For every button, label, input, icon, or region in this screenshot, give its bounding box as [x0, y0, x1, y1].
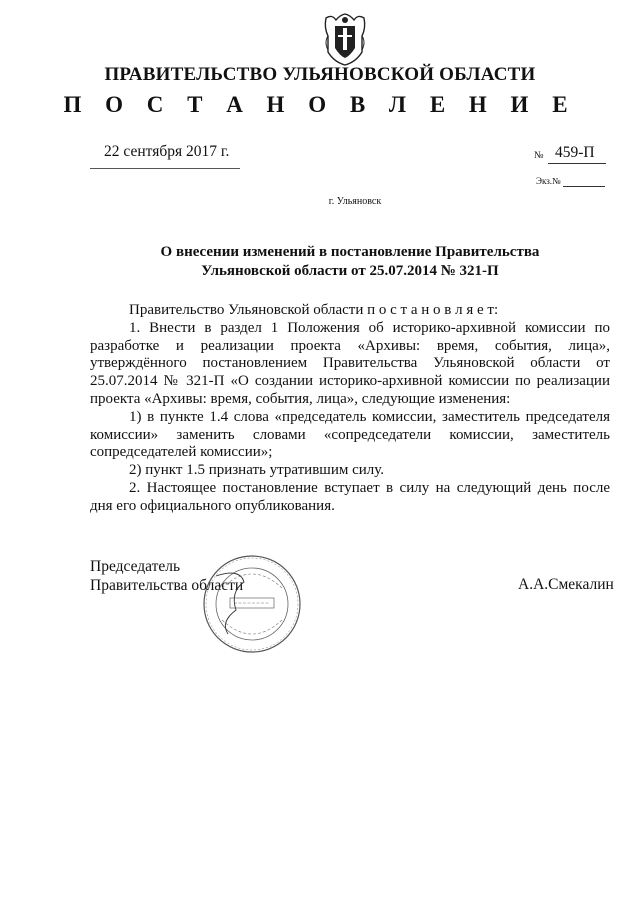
signatory-title-line-1: Председатель	[90, 558, 181, 575]
round-seal-icon	[200, 552, 304, 656]
document-subject	[100, 243, 600, 281]
body-intro: Правительство Ульяновской области п о с т а н о в л я е т:	[129, 302, 499, 318]
subject-line-1: О внесении изменений в постановление Правительства	[160, 244, 540, 260]
signatory-title-line-2: Правительства области	[90, 577, 244, 594]
document-date: 22 сентября 2017 г.	[104, 143, 230, 160]
subject-line-2: Ульяновской области от 25.07.2014 № 321-П	[201, 263, 499, 279]
signatory-name: А.А.Смекалин	[518, 576, 614, 593]
copy-number-label: Экз.№	[536, 176, 561, 186]
body-item-2: 2. Настоящее постановление вступает в силу на следующий день после дня его официального опубликования.	[90, 479, 610, 514]
body-item-1: 1. Внести в раздел 1 Положения об историко-архивной комиссии по разработке и реализации проекта «Архивы: время, события, лица», утверждённого постановлением Правительства Ульяновской области от 25.07.2014 № 321-П «О создании историко-архивной комиссии по реализации проекта «Архивы: время, события, лица», следующие изменения:	[90, 319, 610, 407]
copy-number-underline	[563, 186, 605, 187]
document-number: 459-П	[555, 144, 595, 161]
body-item-1-1: 1) в пункте 1.4 слова «председатель комиссии, заместитель председателя комиссии» заменить словами «сопредседатели комиссии, заместитель сопредседателей комиссии»;	[90, 408, 610, 461]
city-label: г. Ульяновск	[328, 196, 382, 207]
date-underline	[90, 168, 240, 169]
number-underline	[548, 163, 606, 164]
document-type-title: П О С Т А Н О В Л Е Н И Е	[63, 92, 577, 117]
coat-of-arms-icon	[322, 12, 368, 66]
body-item-1-2: 2) пункт 1.5 признать утратившим силу.	[129, 462, 385, 479]
government-title: ПРАВИТЕЛЬСТВО УЛЬЯНОВСКОЙ ОБЛАСТИ	[104, 64, 536, 85]
document-body	[90, 302, 610, 516]
number-prefix: №	[534, 150, 544, 161]
